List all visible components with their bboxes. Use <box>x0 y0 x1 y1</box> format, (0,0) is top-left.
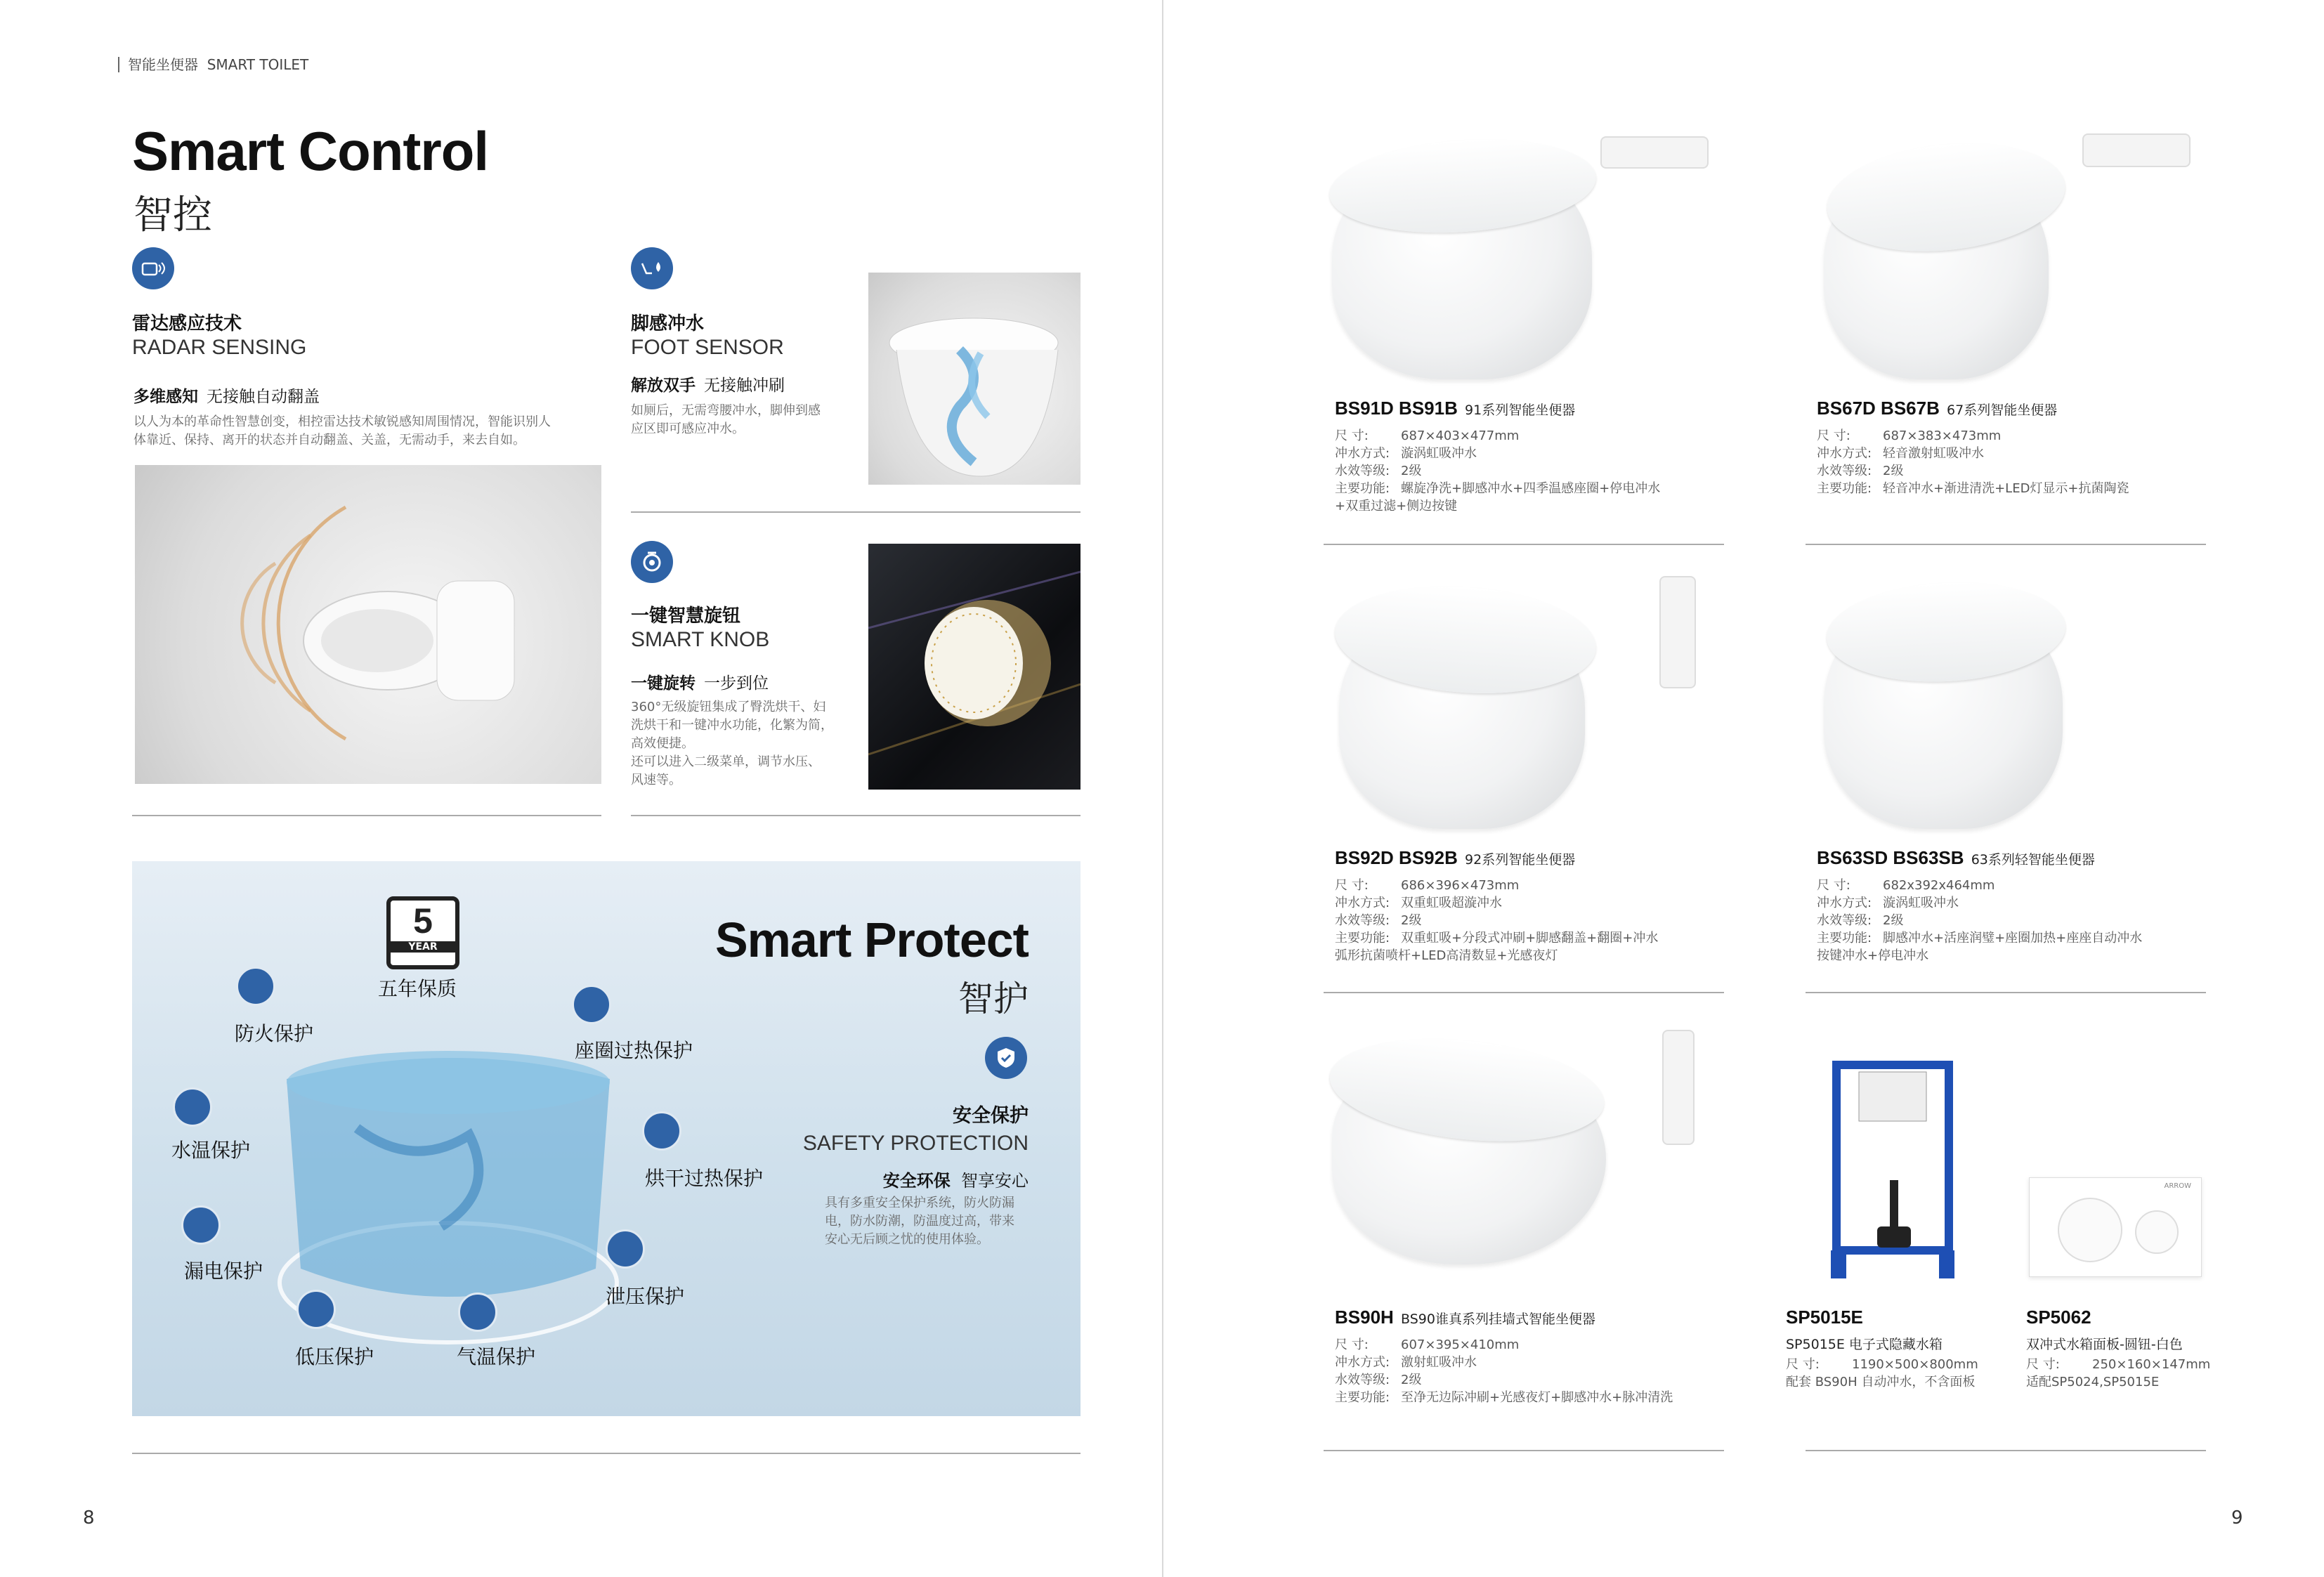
knob-sub-bold: 一键旋转 <box>631 674 696 693</box>
shield-icon <box>985 1037 1027 1079</box>
knob-title-en: SMART KNOB <box>631 628 770 651</box>
product-card-bs67 <box>1817 398 2057 419</box>
product-code: BS91D BS91B <box>1335 398 1458 419</box>
product-code: SP5015E <box>1786 1307 1863 1328</box>
spec-key: 水效等级: <box>1817 913 1872 928</box>
air-temp-icon <box>458 1293 497 1332</box>
spec-value: 2级 <box>1401 913 1422 928</box>
section-title-en: Smart Control <box>132 120 489 182</box>
knob-sub-text: 一步到位 <box>704 674 769 693</box>
spec-key: 主要功能: <box>1335 1390 1390 1405</box>
spec-key: 主要功能: <box>1335 481 1390 496</box>
safety-desc-line: 具有多重安全保护系统，防火防漏 <box>825 1196 1014 1210</box>
spec-value: 适配SP5024,SP5015E <box>2026 1375 2160 1389</box>
dry-heat-label: 烘干过热保护 <box>645 1167 764 1190</box>
panel-brand-mark: ARROW <box>2164 1182 2191 1190</box>
safety-sub-bold: 安全环保 <box>882 1171 951 1191</box>
foot-sub-text: 无接触冲刷 <box>704 377 785 395</box>
spec-value: 250×160×147mm <box>2092 1357 2211 1372</box>
knob-desc-line: 还可以进入二级菜单，调节水压、 <box>631 754 821 769</box>
spec-key: 冲水方式: <box>1335 446 1390 461</box>
product-specs-sp5015e <box>1786 1356 1978 1391</box>
radar-sub-bold: 多维感知 <box>133 388 198 406</box>
spec-value: +双重过滤+侧边按键 <box>1335 499 1458 513</box>
warranty-number: 5 <box>413 901 433 941</box>
spec-value: 687×403×477mm <box>1401 428 1520 443</box>
spec-key: 主要功能: <box>1335 931 1390 945</box>
foot-title-en: FOOT SENSOR <box>631 336 784 359</box>
spec-key: 水效等级: <box>1335 913 1390 928</box>
spec-value: 轻音激射虹吸冲水 <box>1883 446 1984 461</box>
foot-photo <box>868 273 1081 485</box>
spec-value: 682x392x464mm <box>1883 878 1995 893</box>
spec-key: 主要功能: <box>1817 931 1872 945</box>
product-series: 63系列轻智能坐便器 <box>1971 852 2095 868</box>
product-image-sp5062 <box>2029 1177 2202 1277</box>
section-title-cn: 智控 <box>133 192 212 238</box>
spec-value: 2级 <box>1883 464 1904 478</box>
foot-desc-line: 如厕后，无需弯腰冲水，脚伸到感 <box>631 403 821 418</box>
divider <box>1324 992 1724 993</box>
air-temp-label: 气温保护 <box>457 1345 536 1368</box>
divider <box>1324 544 1724 545</box>
protect-title-cn: 智护 <box>958 979 1029 1019</box>
product-series: 67系列智能坐便器 <box>1947 403 2058 418</box>
product-specs-bs90h <box>1335 1336 1673 1406</box>
spec-key: 冲水方式: <box>1335 896 1390 910</box>
spec-value: 2级 <box>1401 464 1422 478</box>
protect-title-block <box>715 912 1029 1021</box>
spec-key: 冲水方式: <box>1335 1355 1390 1370</box>
spec-value: 双重虹吸超漩冲水 <box>1401 896 1502 910</box>
spec-value: 弧形抗菌喷杆+LED高清数显+光感夜灯 <box>1335 948 1558 963</box>
low-pressure-label: 低压保护 <box>295 1345 374 1368</box>
divider <box>1806 992 2206 993</box>
spec-value: 螺旋净洗+脚感冲水+四季温感座圈+停电冲水 <box>1401 481 1661 496</box>
remote-bs90h <box>1662 1030 1695 1145</box>
header-category-en: SMART TOILET <box>207 56 309 73</box>
knob-desc-line: 高效便捷。 <box>631 736 694 751</box>
spec-value: 配套 BS90H 自动冲水，不含面板 <box>1786 1375 1976 1389</box>
warranty-badge-text: YEAR <box>391 941 455 953</box>
spec-value: 2级 <box>1401 1373 1422 1387</box>
pressure-release-icon <box>606 1229 645 1269</box>
radar-icon <box>132 247 174 289</box>
spec-value: 漩涡虹吸冲水 <box>1401 446 1477 461</box>
remote-bs92 <box>1659 576 1696 688</box>
spec-key: 尺 寸: <box>1817 428 1850 443</box>
safety-desc-line: 电，防水防潮，防温度过高，带来 <box>825 1214 1014 1229</box>
product-card-bs63s <box>1817 847 2095 869</box>
knob-icon <box>631 541 673 583</box>
right-page <box>1163 0 2324 1577</box>
spec-key: 尺 寸: <box>1335 1337 1369 1352</box>
product-specs-bs63s <box>1817 877 2142 964</box>
foot-subtitle <box>631 372 785 395</box>
safety-title-cn: 安全保护 <box>953 1105 1029 1127</box>
spec-key: 水效等级: <box>1817 464 1872 478</box>
water-temp-label: 水温保护 <box>171 1139 251 1162</box>
spec-value: 686×396×473mm <box>1401 878 1520 893</box>
panel-small-button <box>2135 1210 2179 1254</box>
spec-value: 轻音冲水+渐进清洗+LED灯显示+抗菌陶瓷 <box>1883 481 2129 496</box>
product-code: BS92D BS92B <box>1335 847 1458 868</box>
foot-sensor-icon <box>631 247 673 289</box>
spec-value: 按键冲水+停电冲水 <box>1817 948 1929 963</box>
product-code: BS90H <box>1335 1307 1394 1328</box>
radar-description <box>133 413 597 450</box>
product-series: SP5015E 电子式隐藏水箱 <box>1786 1337 1943 1352</box>
divider <box>631 815 1081 816</box>
spec-key: 尺 寸: <box>1335 428 1369 443</box>
radar-desc-line: 以人为本的革命性智慧创变，相控雷达技术敏锐感知周围情况，智能识别人 <box>133 414 551 429</box>
spec-value: 至净无边际冲刷+光感夜灯+脚感冲水+脉冲清洗 <box>1401 1390 1673 1405</box>
product-image-sp5015e <box>1831 1061 1954 1284</box>
spec-value: 脚感冲水+活座润璧+座圈加热+座座自动冲水 <box>1883 931 2143 945</box>
divider <box>1806 544 2206 545</box>
product-card-sp5015e <box>1786 1307 1943 1353</box>
foot-description <box>631 402 849 438</box>
product-card-bs90h <box>1335 1307 1595 1328</box>
product-card-bs92 <box>1335 847 1575 869</box>
remote-bs67 <box>2082 133 2191 167</box>
spec-key: 主要功能: <box>1817 481 1872 496</box>
spec-key: 尺 寸: <box>1786 1357 1820 1372</box>
safety-block <box>803 1100 1029 1191</box>
leak-label: 漏电保护 <box>184 1259 263 1283</box>
radar-title-en: RADAR SENSING <box>132 336 307 359</box>
knob-photo <box>868 544 1081 790</box>
protect-title-en: Smart Protect <box>714 912 1029 967</box>
water-temp-icon <box>173 1087 212 1127</box>
seat-heat-label: 座圈过热保护 <box>575 1039 693 1062</box>
radar-subtitle <box>133 384 320 407</box>
foot-desc-line: 应区即可感应冲水。 <box>631 421 745 436</box>
product-specs-bs67 <box>1817 427 2129 497</box>
spec-value: 双重虹吸+分段式冲刷+脚感翻盖+翻圈+冲水 <box>1401 931 1659 945</box>
spec-key: 尺 寸: <box>2026 1357 2060 1372</box>
radar-desc-line: 体靠近、保持、离开的状态并自动翻盖、关盖，无需动手，来去自如。 <box>133 433 525 447</box>
product-card-bs91 <box>1335 398 1575 419</box>
product-series: BS90谁真系列挂墙式智能坐便器 <box>1401 1311 1595 1327</box>
spec-key: 尺 寸: <box>1335 878 1369 893</box>
spec-value: 607×395×410mm <box>1401 1337 1520 1352</box>
knob-desc-line: 360°无级旋钮集成了臀洗烘干、妇 <box>631 700 826 714</box>
radar-title-cn: 雷达感应技术 <box>132 313 242 334</box>
product-specs-bs91 <box>1335 427 1660 515</box>
radar-photo <box>135 465 601 784</box>
product-code: BS63SD BS63SB <box>1817 847 1964 868</box>
safety-description <box>825 1194 1050 1249</box>
foot-title-cn: 脚感冲水 <box>631 313 705 334</box>
fire-protection-icon <box>236 967 275 1006</box>
safety-desc-line: 安心无后顾之忧的使用体验。 <box>825 1232 989 1247</box>
product-card-sp5062 <box>2026 1307 2183 1353</box>
divider <box>631 511 1081 513</box>
safety-sub-text: 智享安心 <box>961 1171 1029 1191</box>
product-series: 91系列智能坐便器 <box>1465 403 1576 418</box>
safety-title-en: SAFETY PROTECTION <box>802 1132 1029 1155</box>
header-category-cn: 智能坐便器 <box>128 56 198 73</box>
spec-key: 水效等级: <box>1335 1373 1390 1387</box>
warranty-label: 五年保质 <box>378 977 457 1000</box>
spec-value: 687×383×473mm <box>1883 428 2002 443</box>
spec-value: 激射虹吸冲水 <box>1401 1355 1477 1370</box>
spec-key: 冲水方式: <box>1817 446 1872 461</box>
divider <box>1324 1450 1724 1451</box>
radar-sub-text: 无接触自动翻盖 <box>207 388 320 406</box>
foot-sub-bold: 解放双手 <box>631 377 696 395</box>
product-specs-bs92 <box>1335 877 1658 964</box>
spec-value: 漩涡虹吸冲水 <box>1883 896 1959 910</box>
pressure-release-label: 泄压保护 <box>606 1285 685 1308</box>
page-number-right: 9 <box>2231 1507 2243 1529</box>
knob-desc-line: 洗烘干和一键冲水功能，化繁为简， <box>631 718 833 733</box>
knob-desc-line: 风速等。 <box>631 773 681 787</box>
panel-large-button <box>2058 1198 2122 1262</box>
spec-key: 冲水方式: <box>1817 896 1872 910</box>
spec-key: 尺 寸: <box>1817 878 1850 893</box>
fire-protection-label: 防火保护 <box>235 1022 314 1045</box>
product-code: BS67D BS67B <box>1817 398 1940 419</box>
spec-value: 1190×500×800mm <box>1852 1357 1978 1372</box>
remote-bs91 <box>1600 136 1709 169</box>
seat-heat-icon <box>572 985 611 1024</box>
low-pressure-icon <box>296 1290 336 1329</box>
spec-value: 2级 <box>1883 913 1904 928</box>
product-series: 双冲式水箱面板-圆钮-白色 <box>2026 1337 2183 1352</box>
product-code: SP5062 <box>2026 1307 2091 1328</box>
divider <box>132 1453 1081 1454</box>
product-series: 92系列智能坐便器 <box>1465 852 1576 868</box>
knob-subtitle <box>631 670 769 693</box>
warranty-badge <box>386 896 459 969</box>
divider <box>132 815 601 816</box>
knob-title-cn: 一键智慧旋钮 <box>631 606 741 627</box>
divider <box>1806 1450 2206 1451</box>
page-header <box>118 53 308 74</box>
spec-key: 水效等级: <box>1335 464 1390 478</box>
product-specs-sp5062 <box>2026 1356 2210 1391</box>
dry-heat-icon <box>642 1111 681 1151</box>
smart-protect-panel <box>132 861 1081 1416</box>
page-number-left: 8 <box>83 1507 95 1529</box>
knob-description <box>631 698 856 790</box>
leak-icon <box>181 1205 221 1245</box>
